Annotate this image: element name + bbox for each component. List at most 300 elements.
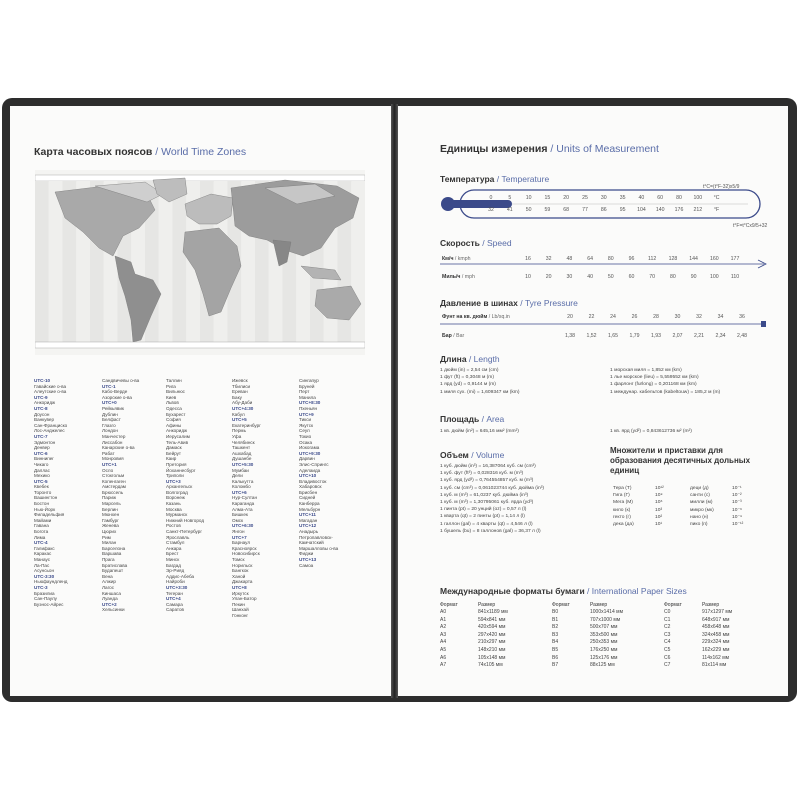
city-name: Афины — [166, 422, 182, 428]
city-name: Вильнюс — [166, 389, 185, 395]
city-name: Манчестер — [102, 433, 126, 439]
prefix-name: деци (д) — [690, 486, 709, 491]
utc-offset-heading: UTC-9 — [34, 394, 48, 400]
utc-offset-heading: UTC+13 — [299, 557, 317, 562]
city-name: Алеутские о-ва — [34, 389, 67, 395]
utc-offset-heading: UTC+4:30 — [232, 405, 254, 411]
bar-value: 1,52 — [586, 333, 597, 339]
bar-label: Бар / Bar — [442, 333, 465, 339]
city-name: Эр-Рияд — [166, 568, 185, 574]
fahrenheit-value: 68 — [563, 207, 570, 213]
bar-value: 1,38 — [564, 333, 576, 339]
city-name: Берлин — [102, 506, 118, 512]
fahrenheit-value: 212 — [693, 207, 703, 213]
city-name: Вашингтон — [34, 495, 58, 501]
left-page — [10, 106, 391, 696]
volume-conversion: 1 галлон (gal) = 4 кварты (qt) = 4,546 л (l) — [440, 521, 533, 527]
paper-format: B3 — [552, 631, 559, 638]
city-name: Сан-Франциско — [34, 422, 68, 428]
utc-offset-heading: UTC+1 — [102, 461, 117, 467]
city-name: Асунсьон — [34, 568, 54, 574]
city-name: Триполи — [166, 473, 184, 479]
city-name: Бишкек — [232, 512, 248, 518]
paper-size-row — [440, 609, 512, 617]
city-name: Хельсинки — [102, 607, 125, 613]
city-name: Бейрут — [166, 450, 182, 456]
paper-size-row — [440, 639, 512, 647]
paper-size-row — [552, 617, 627, 625]
city-name: Лондон — [102, 428, 118, 434]
city-name: Ереван — [232, 389, 248, 395]
city-name: Ташкент — [232, 445, 251, 451]
city-name: Нижний Новгород — [166, 517, 205, 523]
time-zone-column — [34, 378, 67, 607]
prefix-row — [690, 485, 743, 492]
city-name: Мельбурн — [299, 506, 321, 512]
city-name: Анадырь — [299, 529, 319, 535]
paper-format: A0 — [440, 609, 447, 615]
city-name: Белфаст — [102, 417, 121, 423]
speed-label-en: Speed — [486, 238, 512, 248]
city-name: Брест — [166, 551, 179, 557]
city-name: Абу-Даби — [232, 400, 253, 406]
kmph-value: 96 — [628, 256, 635, 262]
length-conversion: 1 ярд (yd) = 0,9144 м (m) — [440, 382, 496, 388]
fahrenheit-value: 77 — [582, 207, 588, 213]
length-conversion: 1 лье морское (lieu) = 5,559552 км (km) — [610, 375, 699, 381]
volume-conversion: 1 кварта (qt) = 2 пинты (pt) = 1,14 л (l) — [440, 514, 525, 520]
utc-offset-heading: UTC-3 — [34, 584, 48, 590]
city-name: Ньюфаундленд — [34, 579, 68, 585]
celsius-value: 0 — [489, 195, 493, 201]
celsius-value: 80 — [676, 195, 682, 201]
city-name: Саратов — [166, 607, 184, 613]
city-name: Архангельск — [166, 484, 193, 490]
city-name: Квебек — [34, 484, 49, 490]
paper-dimensions: 500x707 мм — [590, 624, 618, 631]
city-name: Луанда — [102, 596, 118, 602]
pressure-label-ru: Давление в шинах — [440, 298, 518, 308]
city-name: Токио — [299, 433, 312, 439]
length-conversion: 1 миля сух. (mi) = 1,609347 км (km) — [440, 389, 520, 395]
prefix-row — [690, 521, 743, 528]
city-name: Брисбен — [299, 489, 318, 495]
city-name: Лиссабон — [102, 439, 123, 445]
paper-format: C1 — [664, 616, 671, 623]
mph-value: 90 — [690, 274, 697, 280]
city-name: Цюрих — [102, 529, 117, 535]
city-name: Алма-Ата — [232, 506, 253, 512]
bar-value: 1,79 — [629, 333, 640, 339]
city-name: Варшава — [102, 551, 122, 557]
city-name: Шанхай — [232, 607, 249, 613]
city-name: Киншаса — [102, 590, 121, 596]
celsius-value: 100 — [693, 195, 703, 201]
celsius-value: 10 — [525, 195, 532, 201]
city-name: Пекин — [232, 601, 245, 607]
city-name: Львов — [166, 400, 179, 406]
city-name: Анкоридж — [166, 428, 188, 434]
city-name: Ижевск — [232, 378, 248, 383]
kmph-value: 64 — [587, 256, 593, 262]
city-name: Багдад — [166, 562, 181, 568]
psi-value: 26 — [631, 314, 638, 320]
bar-value: 2,48 — [736, 333, 748, 339]
pressure-heading: Давление в шинах / Tyre Pressure — [440, 298, 578, 308]
city-name: Стокгольм — [102, 473, 125, 479]
psi-value: 20 — [567, 314, 573, 320]
city-name: Калькутта — [232, 478, 254, 484]
paper-format: B0 — [552, 609, 559, 615]
city-name: Пхеньян — [299, 405, 318, 411]
city-name: Барнаул — [232, 540, 251, 546]
paper-dimensions: 297x420 мм — [478, 631, 506, 638]
city-name: Гамбург — [102, 517, 119, 523]
speed-label-ru: Скорость — [440, 238, 480, 248]
fahrenheit-value: 176 — [674, 207, 684, 213]
mph-value: 50 — [607, 274, 614, 280]
volume-conversion: 1 куб. ярд (yd³) = 0,764554857 куб. м (m³) — [440, 478, 534, 484]
city-name: Бостон — [34, 501, 50, 507]
kmph-value: 128 — [668, 256, 678, 262]
city-name: Камчатский — [299, 540, 324, 546]
city-name: Иокогама — [299, 445, 320, 451]
prefix-name: санти (с) — [690, 493, 710, 499]
paper-size-row — [552, 609, 627, 617]
city-name: Ванкувер — [34, 417, 55, 423]
mph-label: Миль/ч / mph — [442, 274, 475, 280]
city-name: Коломбо — [232, 484, 251, 490]
volume-list — [440, 463, 544, 535]
city-name: Тикси — [299, 417, 312, 423]
city-name: Даллас — [34, 467, 50, 473]
volume-label-en: Volume — [475, 450, 505, 460]
temperature-label-ru: Температура — [440, 174, 495, 184]
paper-dimensions: 1000x1414 мм — [590, 609, 624, 615]
city-name: Гавана — [34, 523, 49, 529]
kmph-value: 32 — [545, 256, 552, 262]
prefix-name: пико (п) — [690, 522, 708, 528]
city-name: Рейкьявик — [102, 405, 124, 411]
title-separator: / — [152, 146, 162, 158]
city-name: Бруней — [299, 383, 315, 389]
prefix-name: Тера (T) — [613, 486, 632, 491]
format-header: Формат — [440, 602, 458, 608]
city-name: Магадан — [299, 517, 318, 523]
paper-size-row — [440, 662, 512, 670]
prefix-name: Гига (Г) — [613, 493, 630, 499]
psi-value: 30 — [674, 314, 681, 320]
psi-value: 34 — [717, 314, 724, 320]
time-zones-title — [34, 146, 246, 158]
paper-size-column — [552, 601, 627, 670]
city-name: Минск — [166, 557, 180, 562]
prefix-row — [690, 499, 743, 506]
paper-format: C0 — [664, 609, 671, 615]
mph-value: 80 — [670, 274, 676, 280]
prefix-factor: 10¹ — [655, 522, 663, 528]
fahrenheit-value: 59 — [544, 207, 551, 213]
city-name: Янгон — [232, 529, 245, 535]
mph-value: 40 — [587, 274, 593, 280]
psi-value: 22 — [588, 314, 595, 320]
city-name: Рига — [166, 383, 176, 389]
utc-offset-heading: UTC+9:30 — [299, 450, 321, 456]
city-name: Майами — [34, 517, 52, 523]
bar-label-ru: Бар — [442, 333, 452, 339]
city-name: Одесса — [166, 405, 182, 411]
city-name: Стамбул — [166, 540, 185, 546]
length-label-en: Length — [473, 354, 500, 364]
celsius-value: 25 — [582, 195, 588, 201]
city-name: Нью-Йорк — [34, 506, 56, 512]
units-title-en: Units of Measurement — [556, 143, 659, 155]
city-name: Эдмонтон — [34, 439, 56, 445]
city-name: Осака — [299, 439, 313, 445]
city-name: Таллин — [166, 378, 182, 383]
size-header: Размер — [478, 602, 496, 608]
temperature-heading: Температура / Temperature — [440, 174, 550, 184]
utc-offset-heading: UTC+10 — [299, 473, 317, 479]
paper-size-column — [664, 601, 736, 670]
city-name: Бангкок — [232, 568, 249, 574]
prefix-row — [690, 507, 743, 514]
city-name: Джакарта — [232, 579, 253, 585]
volume-conversion: 1 куб. м (m³) = 1,30795061 куб. ярда (yd³) — [440, 500, 534, 506]
paper-format: C6 — [664, 654, 671, 661]
area-label-en: Area — [486, 414, 505, 424]
city-name: Кабо-Верде — [102, 389, 128, 395]
city-name: Сеул — [299, 428, 310, 434]
city-name: Канарские о-ва — [102, 445, 135, 451]
paper-size-row — [664, 647, 736, 655]
city-name: Копенгаген — [102, 478, 126, 484]
prefix-row — [613, 507, 664, 514]
pressure-bar — [440, 319, 770, 329]
prefix-row — [613, 485, 664, 492]
city-name: Денвер — [34, 445, 50, 451]
city-name: Братислава — [102, 562, 128, 568]
city-name: Волгоград — [166, 489, 188, 495]
city-name: Дели — [232, 473, 243, 479]
prefix-factor: 10⁶ — [655, 500, 663, 506]
city-name: Мурманск — [166, 512, 188, 518]
utc-offset-heading: UTC+3 — [166, 478, 181, 484]
city-name: Торонто — [34, 489, 52, 495]
paper-dimensions: 229x324 мм — [702, 639, 730, 646]
city-name: Найроби — [166, 579, 185, 585]
mph-label-en: mph — [464, 274, 475, 280]
utc-offset-heading: UTC+2 — [102, 601, 117, 607]
city-name: Ярославль — [166, 534, 190, 540]
world-time-zone-map — [35, 170, 365, 355]
kmph-value: 144 — [689, 256, 698, 262]
city-name: Екатеринбург — [232, 422, 261, 428]
city-name: Азорские о-ва — [102, 394, 132, 400]
kmph-value: 112 — [648, 256, 657, 262]
volume-conversion: 1 куб. м (m³) = 61,0237 куб. дюйма (in³) — [440, 492, 529, 498]
city-name: Караганда — [232, 501, 255, 507]
utc-offset-heading: UTC+6 — [232, 489, 247, 495]
mph-value: 100 — [709, 274, 719, 280]
bar-value: 1,93 — [650, 333, 662, 339]
paper-dimensions: 353x500 мм — [590, 631, 618, 638]
volume-conversion: 1 куб. фут (ft³) = 0,028316 куб. м (m³) — [440, 471, 524, 477]
paper-format: B7 — [552, 662, 559, 669]
mph-value: 10 — [525, 274, 531, 280]
utc-offset-heading: UTC-4 — [34, 540, 48, 546]
city-name: Санкт-Петербург — [166, 529, 203, 535]
area-line-yard: 1 кв. ярд (yd²) = 0,843612736 м² (m²) — [610, 429, 692, 434]
length-conversion: 1 фут (ft) = 0,3048 м (m) — [440, 375, 495, 381]
city-name: Фиджи — [299, 551, 314, 557]
length-conversion: 1 междунар. кабельтов (kabeltouw) = 185,2 м (m) — [610, 389, 721, 395]
utc-offset-heading: UTC-5 — [34, 478, 48, 484]
prefix-factor: 10⁻¹² — [732, 522, 744, 528]
prefix-name: дека (да) — [613, 522, 634, 528]
prefix-name: милли (м) — [690, 500, 713, 506]
city-name: Канберра — [299, 501, 320, 507]
psi-value: 32 — [696, 314, 702, 320]
city-name: Ла-Пас — [34, 562, 50, 568]
mph-value: 110 — [730, 274, 740, 280]
area-line-inch: 1 кв. дюйм (in²) = 645,16 мм² (mm²) — [440, 429, 519, 434]
paper-format: A1 — [440, 616, 447, 623]
city-name: Дублин — [102, 411, 118, 417]
paper-dimensions: 81x114 мм — [702, 662, 727, 669]
paper-size-row — [440, 632, 512, 640]
length-left-list — [440, 367, 519, 396]
paper-size-row — [664, 662, 736, 670]
city-name: Улан-Батор — [232, 596, 257, 602]
paper-dimensions: 125x176 мм — [590, 654, 618, 661]
kmph-value: 48 — [566, 256, 573, 262]
utc-offset-heading: UTC+8 — [232, 584, 247, 590]
city-name: Рим — [102, 534, 111, 540]
time-zones-title-en: World Time Zones — [161, 146, 247, 158]
paper-size-row — [440, 617, 512, 625]
utc-offset-heading: UTC+0 — [102, 400, 117, 406]
paper-format: A3 — [440, 631, 447, 638]
city-name: Мехико — [34, 473, 50, 479]
paper-size-row — [664, 617, 736, 625]
utc-offset-heading: UTC+9 — [299, 411, 314, 417]
kmph-label-en: kmph — [457, 256, 471, 262]
paper-format: C4 — [664, 639, 671, 646]
paper-size-row — [552, 655, 627, 663]
temperature-formula-c: t°C=(t°F-32)x5/9 — [703, 184, 740, 190]
city-name: Бразилиа — [34, 590, 55, 596]
city-name: Элис-Спрингс — [299, 461, 329, 467]
city-name: Самоа — [299, 562, 314, 568]
city-name: Иерусалим — [166, 433, 190, 439]
city-name: Алжир — [102, 579, 116, 585]
prefix-name: Мега (М) — [613, 500, 633, 506]
city-name: Перт — [299, 389, 310, 395]
fahrenheit-value: 95 — [619, 207, 626, 213]
planner-spine — [391, 104, 398, 698]
city-name: Пермь — [232, 428, 246, 434]
prefix-row — [613, 514, 664, 521]
prefix-factor: 10⁻⁹ — [732, 514, 743, 520]
time-zones-title-ru: Карта часовых поясов — [34, 146, 153, 158]
right-page — [398, 106, 788, 696]
paper-format: C2 — [664, 624, 671, 631]
city-name: Амстердам — [102, 484, 126, 490]
city-name: Барселона — [102, 545, 126, 551]
bar-value: 1,65 — [607, 333, 619, 339]
city-name: Самара — [166, 601, 183, 607]
length-heading: Длина / Length — [440, 354, 500, 364]
paper-format: B2 — [552, 624, 559, 631]
city-name: Осло — [102, 467, 114, 473]
city-name: Омск — [232, 517, 244, 523]
paper-dimensions: 162x229 мм — [702, 646, 730, 653]
city-name: Милан — [102, 540, 117, 546]
paper-dimensions: 324x458 мм — [702, 631, 730, 638]
city-name: Прага — [102, 557, 115, 562]
paper-sizes-heading: Международные форматы бумаги / International Paper Sizes — [440, 586, 687, 596]
fahrenheit-value: 32 — [488, 207, 494, 213]
paper-dimensions: 148x210 мм — [478, 646, 506, 653]
psi-label-en: Lb/sq.in — [491, 314, 510, 320]
celsius-value: 40 — [638, 195, 645, 201]
city-name: Киев — [166, 394, 177, 400]
city-name: Маршалловы о-ва — [299, 545, 339, 551]
fahrenheit-value: °F — [713, 207, 720, 213]
prefix-factor: 10¹² — [655, 486, 664, 491]
city-name: Душанбе — [232, 456, 252, 462]
city-name: Монровия — [102, 456, 124, 462]
city-name: Казань — [166, 501, 181, 507]
city-name: Претория — [166, 461, 187, 467]
fahrenheit-value: 41 — [506, 207, 513, 213]
city-name: Новосибирск — [232, 551, 260, 557]
paper-format: B5 — [552, 646, 559, 653]
paper-dimensions: 88x125 мм — [590, 662, 615, 669]
volume-label-ru: Объем — [440, 450, 469, 460]
city-name: Красноярск — [232, 545, 257, 551]
prefix-factor: 10⁻³ — [732, 500, 742, 506]
paper-size-row — [440, 655, 512, 663]
paper-size-column — [440, 601, 512, 670]
city-name: Сингапур — [299, 378, 319, 383]
utc-offset-heading: UTC+3:30 — [166, 584, 188, 590]
utc-offset-heading: UTC+12 — [299, 523, 317, 529]
speed-heading: Скорость / Speed — [440, 238, 512, 248]
celsius-value: 5 — [508, 195, 512, 201]
city-name: Доусон — [34, 411, 50, 417]
utc-offset-heading: UTC+6:30 — [232, 523, 254, 529]
units-title-separator: / — [547, 143, 557, 155]
utc-offset-heading: UTC+4 — [166, 596, 181, 602]
fahrenheit-value: 86 — [600, 207, 607, 213]
city-name: Лима — [34, 534, 46, 540]
length-label-ru: Длина — [440, 354, 467, 364]
utc-offset-heading: UTC+11 — [299, 512, 316, 518]
paper-size-row — [552, 632, 627, 640]
prefixes-heading: Множители и приставки для образования десятичных дольных единиц — [610, 446, 751, 475]
city-name: Норильск — [232, 562, 253, 568]
city-name: Мюнхен — [102, 512, 120, 518]
paper-dimensions: 458x648 мм — [702, 624, 730, 631]
city-name: Кабул — [232, 411, 245, 417]
paper-format: A7 — [440, 662, 447, 669]
fahrenheit-value: 140 — [655, 207, 665, 213]
city-name: Марсель — [102, 501, 121, 507]
city-name: Нур-Султан — [232, 495, 257, 501]
paper-dimensions: 841x1189 мм — [478, 609, 508, 615]
